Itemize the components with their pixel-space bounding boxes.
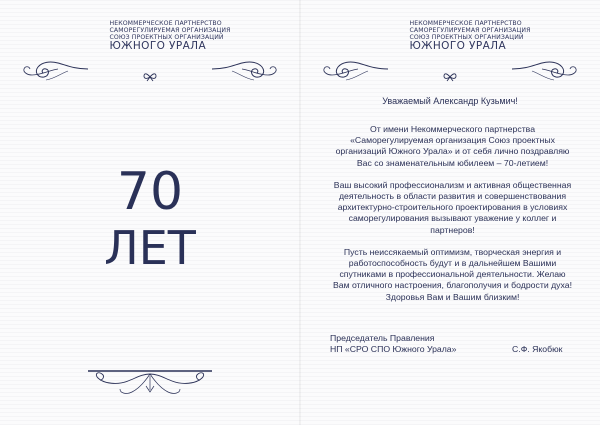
org-line-4: ЮЖНОГО УРАЛА (409, 40, 507, 52)
flourish-left-icon (320, 58, 390, 84)
bow-icon (442, 72, 458, 82)
signature-block (330, 333, 580, 355)
org-line-4: ЮЖНОГО УРАЛА (109, 40, 207, 52)
flourish-right-icon (210, 58, 280, 84)
letter-body (330, 124, 575, 314)
org-line-1: НЕКОММЕРЧЕСКОЕ ПАРТНЕРСТВО (409, 20, 522, 27)
org-logo-right (300, 20, 600, 53)
bottom-flourish-icon (80, 366, 220, 400)
flourish-right-icon (510, 58, 580, 84)
org-logo-left (0, 20, 300, 53)
letter-paragraph: От имени Некоммерческого партнерства «Саморегулируемая организация Союз проектных организаций Южного Урала» и от себя лично поздравляю Вас со знаменательным юбилеем – 70-летием! (335, 124, 570, 168)
org-line-1: НЕКОММЕРЧЕСКОЕ ПАРТНЕРСТВО (109, 20, 222, 27)
ornament-row-right (300, 58, 600, 88)
letter-paragraph: Ваш высокий профессионализм и активная общественная деятельность в области развития и совершенствования архитектурно-строительного проектирования в условиях саморегулирования вызывают уважение у коллег и партнеров! (333, 179, 572, 235)
anniversary-word: ЛЕТ (104, 221, 196, 275)
org-line-2: САМОРЕГУЛИРУЕМАЯ ОРГАНИЗАЦИЯ (109, 27, 231, 34)
anniversary-number: 70 (116, 162, 184, 222)
letter-greeting: Уважаемый Александр Кузьмич! (382, 96, 518, 106)
org-line-3: СОЮЗ ПРОЕКТНЫХ ОРГАНИЗАЦИЙ (409, 34, 524, 41)
ornament-row-left (0, 58, 300, 88)
org-line-3: СОЮЗ ПРОЕКТНЫХ ОРГАНИЗАЦИЙ (109, 34, 224, 41)
signer-name: С.Ф. Якобюк (512, 344, 563, 354)
signer-title: Председатель Правления (330, 333, 435, 343)
letter-paragraph: Пусть неиссякаемый оптимизм, творческая энергия и работоспособность будут и в дальнейшем Вашими спутниками в профессиональной деятельности. Желаю Вам отличного настроения, благополучия и бодрости духа! Здоровья Вам и Вашим близким! (332, 246, 573, 302)
signer-org: НП «СРО СПО Южного Урала» (330, 344, 457, 354)
flourish-left-icon (20, 58, 90, 84)
bow-icon (142, 72, 158, 82)
org-line-2: САМОРЕГУЛИРУЕМАЯ ОРГАНИЗАЦИЯ (409, 27, 531, 34)
